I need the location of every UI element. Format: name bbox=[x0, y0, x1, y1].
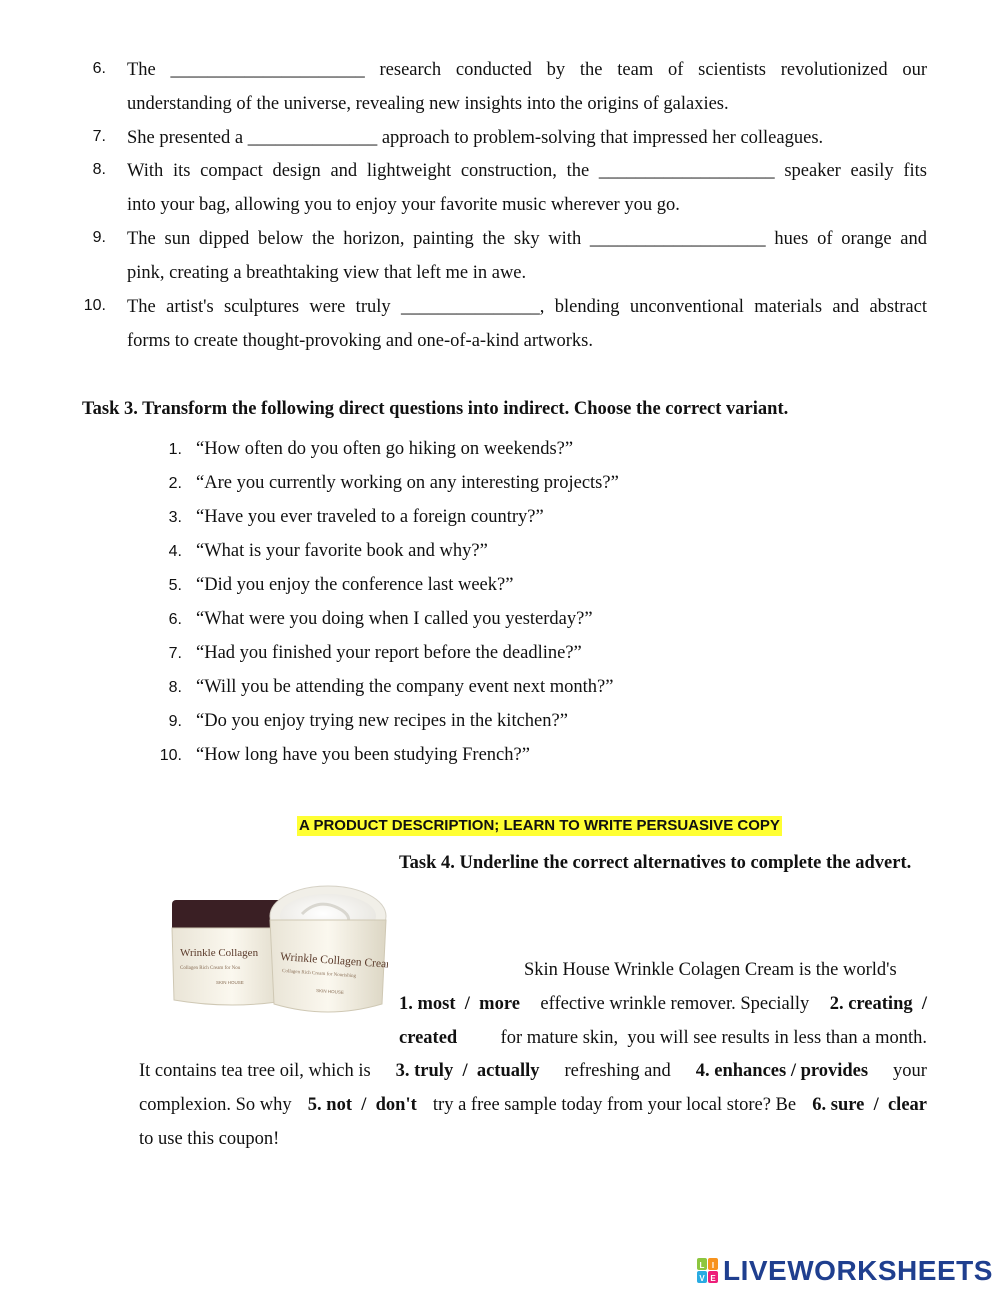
item-line: The artist's sculptures were truly _______________, blending unconventional materials and abstract bbox=[127, 297, 927, 317]
advert-line-5 bbox=[139, 1095, 927, 1116]
item-number: 6. bbox=[92, 60, 106, 77]
choice-2b[interactable]: created bbox=[399, 1028, 458, 1048]
list-item bbox=[0, 675, 1000, 709]
task2-item-7 bbox=[0, 121, 1000, 155]
item-line: understanding of the universe, revealing new insights into the origins of galaxies. bbox=[127, 94, 729, 114]
item-line: The _____________________ research conducted by the team of scientists revolutionized our bbox=[127, 60, 927, 80]
question-text: “Have you ever traveled to a foreign country?” bbox=[196, 507, 544, 527]
list-item bbox=[0, 743, 1000, 777]
task2-item-10 bbox=[0, 290, 1000, 358]
choice-3[interactable]: 3. truly / actually bbox=[395, 1061, 540, 1081]
advert-line-1 bbox=[524, 960, 897, 981]
product-image bbox=[168, 872, 388, 1022]
back-jar-sub: Collagen Rich Cream for Nou bbox=[180, 966, 241, 971]
choice-4[interactable]: 4. enhances / provides bbox=[695, 1061, 869, 1081]
advert-line-4 bbox=[139, 1061, 927, 1082]
logo-icon-letter: I bbox=[711, 1261, 715, 1270]
choice-5[interactable]: 5. not / don't bbox=[307, 1095, 417, 1115]
advert-text: for mature skin, you will see results in less than a month. bbox=[500, 1028, 927, 1048]
item-line: pink, creating a breathtaking view that left me in awe. bbox=[127, 263, 527, 283]
task3-heading: Task 3. Transform the following direct questions into indirect. Choose the correct variant. bbox=[82, 399, 789, 419]
question-text: “What is your favorite book and why?” bbox=[196, 541, 488, 561]
advert-text: your bbox=[893, 1061, 927, 1081]
advert-text: try a free sample today from your local store? Be bbox=[432, 1095, 797, 1115]
liveworksheets-logo-icon bbox=[697, 1258, 719, 1284]
advert-text: refreshing and bbox=[564, 1061, 671, 1081]
list-item bbox=[0, 709, 1000, 743]
item-line: forms to create thought-provoking and one-of-a-kind artworks. bbox=[127, 331, 593, 351]
front-jar-brand: SKIN HOUSE bbox=[315, 988, 344, 995]
list-item bbox=[0, 573, 1000, 607]
item-number: 10. bbox=[83, 297, 106, 314]
advert-line-6 bbox=[139, 1129, 279, 1150]
item-number: 7. bbox=[168, 645, 182, 662]
logo-icon-letter: E bbox=[710, 1274, 716, 1283]
list-item bbox=[0, 471, 1000, 505]
list-item bbox=[0, 437, 1000, 471]
task4-heading: Task 4. Underline the correct alternatives to complete the advert. bbox=[399, 853, 912, 873]
advert-text: to use this coupon! bbox=[139, 1129, 280, 1149]
choice-1[interactable]: 1. most / more bbox=[399, 994, 520, 1014]
advert-text: effective wrinkle remover. Specially bbox=[540, 994, 810, 1014]
item-number: 5. bbox=[168, 577, 182, 594]
item-number: 2. bbox=[168, 475, 182, 492]
item-number: 9. bbox=[168, 713, 182, 730]
task2-item-9 bbox=[0, 222, 1000, 290]
question-text: “Did you enjoy the conference last week?” bbox=[196, 575, 514, 595]
item-number: 8. bbox=[92, 161, 106, 178]
item-number: 6. bbox=[168, 611, 182, 628]
section-banner: A PRODUCT DESCRIPTION; LEARN TO WRITE PERSUASIVE COPY bbox=[299, 817, 780, 834]
advert-line-3 bbox=[399, 1028, 927, 1049]
item-number: 7. bbox=[92, 128, 106, 145]
task2-item-6 bbox=[0, 53, 1000, 121]
advert-line-2 bbox=[399, 994, 927, 1015]
advert-text: Skin House Wrinkle Colagen Cream is the world's bbox=[524, 960, 897, 980]
liveworksheets-logo[interactable] bbox=[697, 1255, 993, 1287]
item-number: 9. bbox=[92, 229, 106, 246]
list-item bbox=[0, 539, 1000, 573]
logo-icon-letter: V bbox=[699, 1274, 705, 1283]
front-jar-sub: Collagen Rich Cream for Nourishing bbox=[281, 969, 357, 980]
list-item bbox=[0, 505, 1000, 539]
item-line: With its compact design and lightweight construction, the ___________________ speaker easily fits bbox=[127, 161, 927, 181]
question-text: “How often do you often go hiking on weekends?” bbox=[196, 439, 574, 459]
back-jar-brand: SKIN HOUSE bbox=[216, 980, 244, 985]
item-number: 4. bbox=[168, 543, 182, 560]
task2-item-8 bbox=[0, 154, 1000, 222]
question-text: “Had you finished your report before the deadline?” bbox=[196, 643, 582, 663]
question-text: “Will you be attending the company event next month?” bbox=[196, 677, 614, 697]
item-line: She presented a ______________ approach to problem-solving that impressed her colleagues. bbox=[127, 128, 824, 148]
item-line: The sun dipped below the horizon, painting the sky with ___________________ hues of orange and bbox=[127, 229, 927, 249]
back-jar-label: Wrinkle Collagen bbox=[180, 947, 259, 959]
question-text: “How long have you been studying French?” bbox=[196, 745, 530, 765]
question-text: “Do you enjoy trying new recipes in the kitchen?” bbox=[196, 711, 568, 731]
advert-text: complexion. So why bbox=[139, 1095, 292, 1115]
item-number: 1. bbox=[168, 441, 182, 458]
choice-6[interactable]: 6. sure / clear bbox=[812, 1095, 927, 1115]
list-item bbox=[0, 607, 1000, 641]
item-line: into your bag, allowing you to enjoy your favorite music wherever you go. bbox=[127, 195, 680, 215]
logo-icon-letter: L bbox=[699, 1261, 705, 1270]
logo-text: LIVEWORKSHEETS bbox=[723, 1255, 993, 1286]
advert-text: It contains tea tree oil, which is bbox=[139, 1061, 371, 1081]
question-text: “Are you currently working on any interesting projects?” bbox=[196, 473, 619, 493]
front-jar-label: Wrinkle Collagen Cream bbox=[279, 951, 388, 972]
choice-2a[interactable]: 2. creating / bbox=[829, 994, 927, 1014]
question-text: “What were you doing when I called you yesterday?” bbox=[196, 609, 593, 629]
list-item bbox=[0, 641, 1000, 675]
cream-jars-illustration bbox=[168, 872, 388, 1022]
item-number: 10. bbox=[159, 747, 182, 764]
item-number: 8. bbox=[168, 679, 182, 696]
item-number: 3. bbox=[168, 509, 182, 526]
